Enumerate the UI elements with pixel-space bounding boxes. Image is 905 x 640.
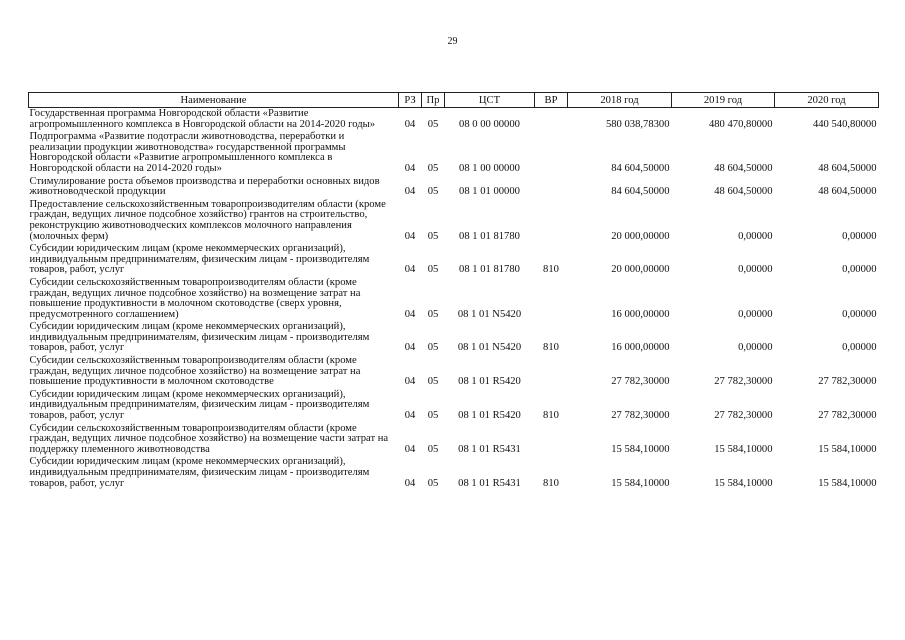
row-vr bbox=[535, 108, 568, 132]
row-name: Подпрограмма «Развитие подотрасли животноводства, переработки и реализации продукции животноводства» государственной программы Новгородской области «Развитие агропромышленного комплекса в Новгородской области на 2014-2020 годы» bbox=[29, 131, 346, 174]
row-2020: 0,00000 bbox=[842, 230, 877, 242]
row-vr bbox=[535, 199, 568, 243]
row-2018: 20 000,00000 bbox=[611, 264, 670, 276]
row-2019: 15 584,10000 bbox=[714, 477, 773, 489]
row-2019: 48 604,50000 bbox=[714, 186, 773, 198]
row-cst: 08 1 01 N5420 bbox=[457, 342, 522, 354]
row-rz: 04 bbox=[404, 186, 416, 198]
header-vr: ВР bbox=[535, 93, 568, 108]
row-rz: 04 bbox=[404, 230, 416, 242]
row-vr bbox=[535, 355, 568, 389]
row-pr: 05 bbox=[427, 342, 439, 354]
row-cst: 08 1 01 R5431 bbox=[458, 443, 521, 455]
row-2020: 0,00000 bbox=[842, 308, 877, 320]
row-pr: 05 bbox=[427, 443, 439, 455]
row-pr: 05 bbox=[427, 264, 439, 276]
row-name: Субсидии сельскохозяйственным товаропроизводителям области (кроме граждан, ведущих личное подсобное хозяйство) на возмещение затрат на повышение продуктивности в молочном скотоводстве bbox=[29, 355, 361, 388]
row-rz: 04 bbox=[404, 376, 416, 388]
row-cst: 08 1 01 00000 bbox=[459, 186, 520, 198]
header-2020: 2020 год bbox=[775, 93, 879, 108]
row-pr: 05 bbox=[427, 162, 439, 174]
table-row bbox=[29, 456, 879, 490]
row-2018: 27 782,30000 bbox=[611, 410, 670, 422]
row-vr: 810 bbox=[543, 477, 559, 489]
table-row bbox=[29, 131, 879, 175]
header-2019: 2019 год bbox=[672, 93, 775, 108]
row-pr: 05 bbox=[427, 376, 439, 388]
row-2020: 0,00000 bbox=[842, 342, 877, 354]
row-cst: 08 1 01 R5420 bbox=[458, 376, 521, 388]
row-rz: 04 bbox=[404, 264, 416, 276]
table-row bbox=[29, 321, 879, 355]
row-2018: 20 000,00000 bbox=[611, 230, 670, 242]
header-rz: РЗ bbox=[399, 93, 422, 108]
row-2020: 440 540,80000 bbox=[812, 118, 877, 130]
row-2019: 27 782,30000 bbox=[714, 376, 773, 388]
row-2019: 0,00000 bbox=[738, 230, 773, 242]
table-row bbox=[29, 277, 879, 321]
row-2019: 0,00000 bbox=[738, 308, 773, 320]
row-name: Субсидии юридическим лицам (кроме некоммерческих организаций), индивидуальным предпринимателям, физическим лицам - производителям товаров, работ, услуг bbox=[29, 321, 370, 354]
table-row bbox=[29, 423, 879, 457]
row-rz: 04 bbox=[404, 410, 416, 422]
row-2019: 0,00000 bbox=[738, 264, 773, 276]
row-vr bbox=[535, 277, 568, 321]
row-cst: 08 1 01 81780 bbox=[459, 264, 520, 276]
row-cst: 08 1 01 N5420 bbox=[457, 308, 522, 320]
row-cst: 08 1 01 R5420 bbox=[458, 410, 521, 422]
row-2018: 15 584,10000 bbox=[611, 477, 670, 489]
header-pr: Пр bbox=[422, 93, 445, 108]
row-name: Стимулирование роста объемов производства и переработки основных видов животноводческой продукции bbox=[29, 175, 380, 198]
row-2018: 84 604,50000 bbox=[611, 186, 670, 198]
row-name: Субсидии сельскохозяйственным товаропроизводителям области (кроме граждан, ведущих личное подсобное хозяйство) на возмещение затрат на повышение продуктивности в молочном скотоводстве (сверх уровня, предусмотренного соглашением) bbox=[29, 276, 361, 320]
table-row bbox=[29, 176, 879, 199]
budget-table bbox=[28, 92, 879, 490]
table-row bbox=[29, 389, 879, 423]
row-rz: 04 bbox=[404, 118, 416, 130]
row-cst: 08 1 01 81780 bbox=[459, 230, 520, 242]
row-2020: 48 604,50000 bbox=[818, 162, 877, 174]
row-2020: 27 782,30000 bbox=[818, 410, 877, 422]
row-cst: 08 1 01 R5431 bbox=[458, 477, 521, 489]
row-pr: 05 bbox=[427, 308, 439, 320]
row-pr: 05 bbox=[427, 410, 439, 422]
header-cst: ЦСТ bbox=[445, 93, 535, 108]
row-2018: 16 000,00000 bbox=[611, 342, 670, 354]
table-row bbox=[29, 199, 879, 243]
row-rz: 04 bbox=[404, 477, 416, 489]
row-vr: 810 bbox=[543, 342, 559, 354]
table-row bbox=[29, 355, 879, 389]
row-name: Предоставление сельскохозяйственным товаропроизводителям области (кроме граждан, ведущих личное подсобное хозяйство) грантов на строительство, реконструкцию животноводческих комплексов молочного направления (молочных ферм) bbox=[29, 198, 386, 242]
row-vr: 810 bbox=[543, 264, 559, 276]
page-number: 29 bbox=[447, 36, 458, 47]
row-cst: 08 1 00 00000 bbox=[459, 162, 520, 174]
row-rz: 04 bbox=[404, 162, 416, 174]
row-pr: 05 bbox=[427, 477, 439, 489]
row-vr bbox=[535, 131, 568, 175]
row-pr: 05 bbox=[427, 118, 439, 130]
row-name: Государственная программа Новгородской области «Развитие агропромышленного комплекса в Новгородской области на 2014-2020 годы» bbox=[29, 108, 376, 130]
row-2019: 0,00000 bbox=[738, 342, 773, 354]
row-pr: 05 bbox=[427, 230, 439, 242]
row-2019: 15 584,10000 bbox=[714, 443, 773, 455]
row-2020: 0,00000 bbox=[842, 264, 877, 276]
row-2020: 15 584,10000 bbox=[818, 443, 877, 455]
header-name: Наименование bbox=[29, 93, 399, 108]
row-rz: 04 bbox=[404, 443, 416, 455]
header-2018: 2018 год bbox=[568, 93, 672, 108]
row-2018: 16 000,00000 bbox=[611, 308, 670, 320]
row-2020: 48 604,50000 bbox=[818, 186, 877, 198]
row-2018: 15 584,10000 bbox=[611, 443, 670, 455]
row-2019: 27 782,30000 bbox=[714, 410, 773, 422]
row-2018: 27 782,30000 bbox=[611, 376, 670, 388]
row-vr bbox=[535, 176, 568, 199]
row-2020: 27 782,30000 bbox=[818, 376, 877, 388]
row-2019: 480 470,80000 bbox=[708, 118, 773, 130]
row-2020: 15 584,10000 bbox=[818, 477, 877, 489]
table-row bbox=[29, 243, 879, 277]
row-name: Субсидии юридическим лицам (кроме некоммерческих организаций), индивидуальным предпринимателям, физическим лицам - производителям товаров, работ, услуг bbox=[29, 243, 370, 276]
row-2018: 580 038,78300 bbox=[605, 118, 670, 130]
row-name: Субсидии юридическим лицам (кроме некоммерческих организаций), индивидуальным предпринимателям, физическим лицам - производителям товаров, работ, услуг bbox=[29, 388, 370, 422]
row-2018: 84 604,50000 bbox=[611, 162, 670, 174]
row-rz: 04 bbox=[404, 342, 416, 354]
row-2019: 48 604,50000 bbox=[714, 162, 773, 174]
row-vr bbox=[535, 423, 568, 457]
row-name: Субсидии сельскохозяйственным товаропроизводителям области (кроме граждан, ведущих личное подсобное хозяйство) на возмещение части затрат на поддержку племенного животноводства bbox=[29, 422, 389, 455]
row-vr: 810 bbox=[543, 410, 559, 422]
row-pr: 05 bbox=[427, 186, 439, 198]
row-cst: 08 0 00 00000 bbox=[459, 118, 520, 130]
table-row bbox=[29, 108, 879, 132]
row-name: Субсидии юридическим лицам (кроме некоммерческих организаций), индивидуальным предпринимателям, физическим лицам - производителям товаров, работ, услуг bbox=[29, 456, 370, 489]
table-header-row bbox=[29, 93, 879, 108]
row-rz: 04 bbox=[404, 308, 416, 320]
